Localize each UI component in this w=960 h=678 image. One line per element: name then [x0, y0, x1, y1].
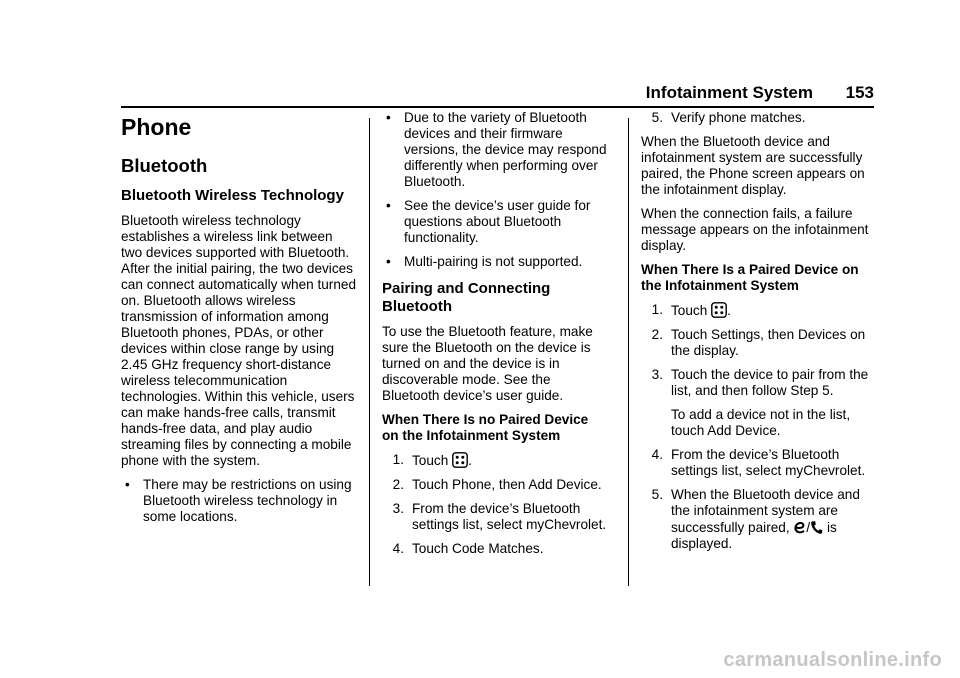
heading-bluetooth-wireless: Bluetooth Wireless Technology	[121, 187, 344, 204]
subheading-paired: When There Is a Paired Device on the Infotainment System	[641, 262, 859, 293]
step-number: 2.	[651, 327, 663, 342]
watermark: carmanualsonline.info	[723, 649, 942, 671]
step-number: 1.	[392, 452, 404, 467]
step-text: From the device’s Bluetooth settings list, select myChevrolet.	[671, 447, 866, 478]
subheading-no-paired: When There Is no Paired Device on the Infotainment System	[382, 412, 589, 443]
paragraph-pairing: To use the Bluetooth feature, make sure the Bluetooth on the device is turned on and the device is in discoverable mode. See the Bluetooth device’s user guide.	[382, 324, 593, 403]
step-number: 3.	[392, 501, 404, 516]
step-text: Touch	[671, 303, 708, 318]
list-item	[382, 198, 607, 246]
step-text: Touch the device to pair from the list, and then follow Step 5.	[671, 367, 869, 398]
step-number: 5.	[651, 110, 663, 125]
step-text: Touch Settings, then Devices on the display.	[671, 327, 866, 358]
step-text-suffix: is displayed.	[671, 520, 837, 551]
icon-separator: /	[806, 520, 811, 535]
step-text-suffix: .	[727, 303, 731, 318]
heading-bluetooth: Bluetooth	[121, 155, 208, 176]
step-number: 3.	[651, 367, 663, 382]
step-number: 4.	[651, 447, 663, 462]
step-item	[382, 541, 607, 557]
section-title: Infotainment System	[645, 83, 813, 102]
step-item	[641, 447, 877, 479]
phone-icon	[810, 520, 823, 535]
step-note: To add a device not in the list, touch Add Device.	[671, 407, 851, 438]
bullet-text: Due to the variety of Bluetooth devices and their firmware versions, the device may respond differently when performing over Bluetooth.	[404, 110, 607, 189]
step-number: 5.	[651, 487, 663, 502]
step-item	[641, 367, 877, 399]
step-item	[382, 452, 607, 469]
page-header	[121, 80, 874, 108]
column-1	[121, 110, 356, 525]
step-item	[641, 110, 877, 126]
step-item	[641, 487, 877, 552]
list-item	[121, 477, 356, 525]
step-item	[641, 302, 877, 319]
bullet-marker: •	[386, 110, 391, 125]
column-divider	[628, 118, 629, 586]
bullet-marker: •	[125, 477, 130, 492]
step-number: 1.	[651, 302, 663, 317]
paragraph-failure: When the connection fails, a failure message appears on the infotainment display.	[641, 206, 869, 253]
paragraph-wireless: Bluetooth wireless technology establishes a wireless link between two devices supported with Bluetooth. After the initial pairing, the two devices can connect automatically when turned on. Bluetooth allows wireless transmission of information among Bluetooth phones, PDAs, or other devices within close range by using 2.45 GHz frequency short-distance wireless telecommunication technologies. Within this vehicle, users can make hands-free calls, transmit hands-free data, and play audio streaming files by connecting a mobile phone with the system.	[121, 213, 357, 468]
step-text: Touch Phone, then Add Device.	[412, 477, 602, 492]
list-item	[382, 254, 607, 270]
step-text: When the Bluetooth device and the infotainment system are successfully paired,	[671, 487, 860, 535]
step-text: Verify phone matches.	[671, 110, 806, 125]
step-item	[382, 477, 607, 493]
heading-phone: Phone	[121, 114, 192, 140]
step-item	[382, 501, 607, 533]
step-item	[641, 327, 877, 359]
app-grid-icon	[711, 302, 727, 318]
bullet-text: Multi-pairing is not supported.	[404, 254, 583, 269]
app-grid-icon	[452, 452, 468, 468]
bullet-text: See the device’s user guide for questions about Bluetooth functionality.	[404, 198, 591, 245]
bullet-marker: •	[386, 198, 391, 213]
page-number: 153	[845, 83, 874, 102]
step-number: 2.	[392, 477, 404, 492]
bullet-marker: •	[386, 254, 391, 269]
column-divider	[369, 118, 370, 586]
column-2	[382, 110, 607, 557]
bluetooth-e-icon	[793, 519, 806, 535]
paragraph-success: When the Bluetooth device and infotainment system are successfully paired, the Phone screen appears on the infotainment display.	[641, 134, 865, 197]
step-text: Touch	[412, 453, 449, 468]
step-number: 4.	[392, 541, 404, 556]
column-3	[641, 110, 877, 552]
step-text: Touch Code Matches.	[412, 541, 544, 556]
bullet-text: There may be restrictions on using Bluetooth wireless technology in some locations.	[143, 477, 352, 524]
list-item	[382, 110, 607, 190]
step-text-suffix: .	[468, 453, 472, 468]
heading-pairing: Pairing and Connecting Bluetooth	[382, 280, 551, 315]
step-text: From the device’s Bluetooth settings list, select myChevrolet.	[412, 501, 607, 532]
